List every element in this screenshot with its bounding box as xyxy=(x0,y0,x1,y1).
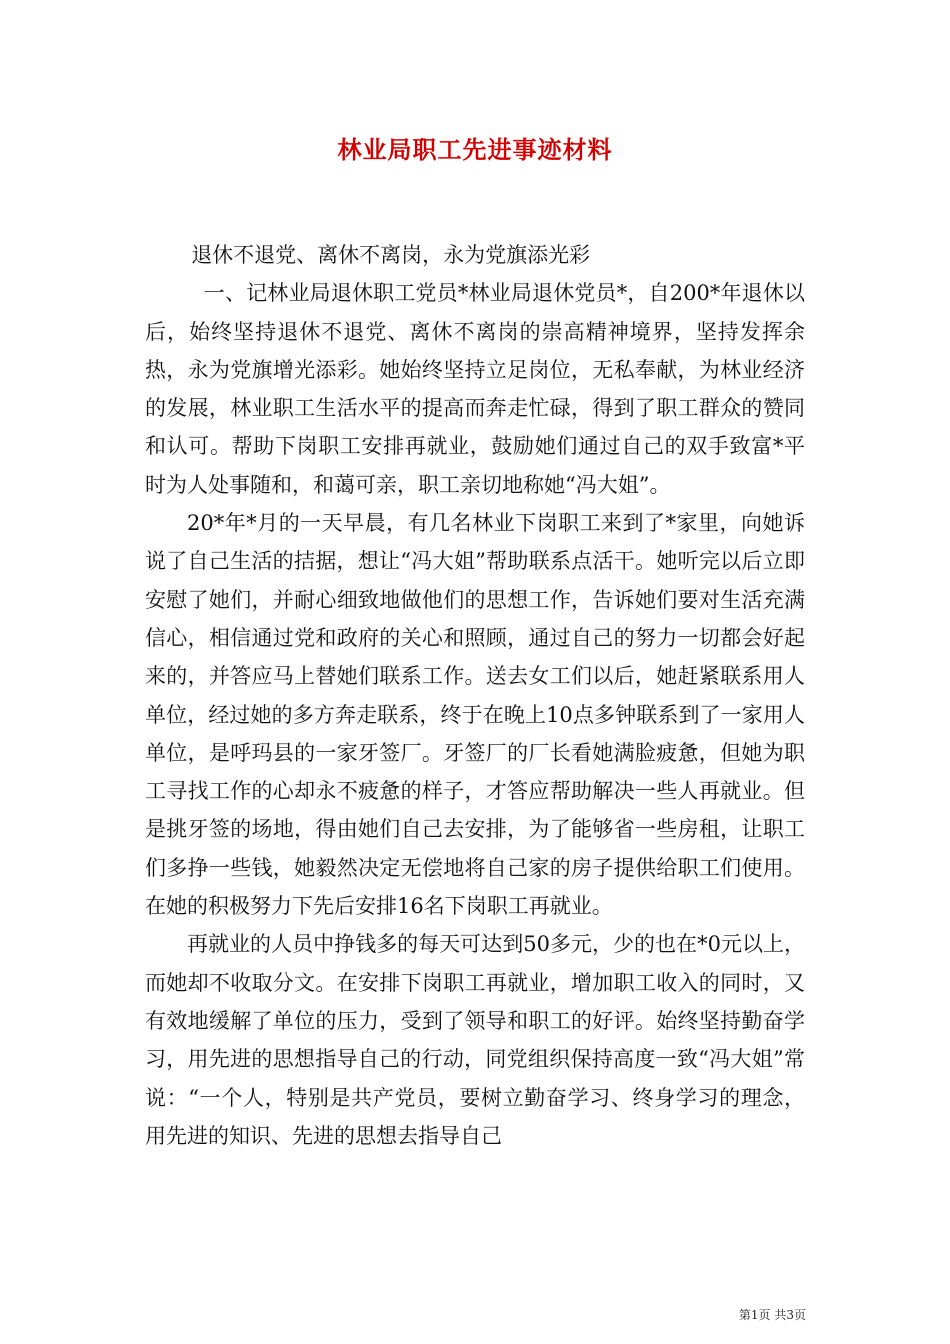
page-number: 第1页 共3页 xyxy=(738,1308,806,1322)
document-title: 林业局职工先进事迹材料 xyxy=(337,135,613,164)
paragraph-3: 再就业的人员中挣钱多的每天可达到50多元，少的也在*0元以上，而她却不收取分文。在安排下岗职工再就业，增加职工收入的同时，又有效地缓解了单位的压力，受到了领导和职工的好评。始终坚持勤奋学习，用先进的思想指导自己的行动，同党组织保持高度一致“冯大姐”常说：“一个人，特别是共产党员，要树立勤奋学习、终身学习的理念，用先进的知识、先进的思想去指导自己 xyxy=(145,932,805,1148)
document-subtitle: 退休不退党、离休不离岗，永为党旗添光彩 xyxy=(191,243,591,267)
paragraph-2: 20*年*月的一天早晨，有几名林业下岗职工来到了*家里，向她诉说了自己生活的拮据，想让“冯大姐”帮助联系点活干。她听完以后立即安慰了她们，并耐心细致地做他们的思想工作，告诉她们要对生活充满信心，相信通过党和政府的关心和照顾，通过自己的努力一切都会好起来的，并答应马上替她们联系工作。送去女工们以后，她赶紧联系用人单位，经过她的多方奔走联系，终于在晚上10点多钟联系到了一家用人单位，是呼玛县的一家牙签厂。牙签厂的厂长看她满脸疲惫，但她为职工寻找工作的心却永不疲惫的样子，才答应帮助解决一些人再就业。但是挑牙签的场地，得由她们自己去安排，为了能够省一些房租，让职工们多挣一些钱，她毅然决定无偿地将自己家的房子提供给职工们使用。在她的积极努力下先后安排16名下岗职工再就业。 xyxy=(145,511,805,919)
paragraph-1: 一、记林业局退休职工党员*林业局退休党员*，自200*年退休以后，始终坚持退休不退党、离休不离岗的崇高精神境界，坚持发挥余热，永为党旗增光添彩。她始终坚持立足岗位，无私奉献，为林业经济的发展，林业职工生活水平的提高而奔走忙碌，得到了职工群众的赞同和认可。帮助下岗职工安排再就业，鼓励她们通过自己的双手致富*平时为人处事随和，和蔼可亲，职工亲切地称她“冯大姐”。 xyxy=(145,281,805,497)
document-body xyxy=(145,236,805,1155)
